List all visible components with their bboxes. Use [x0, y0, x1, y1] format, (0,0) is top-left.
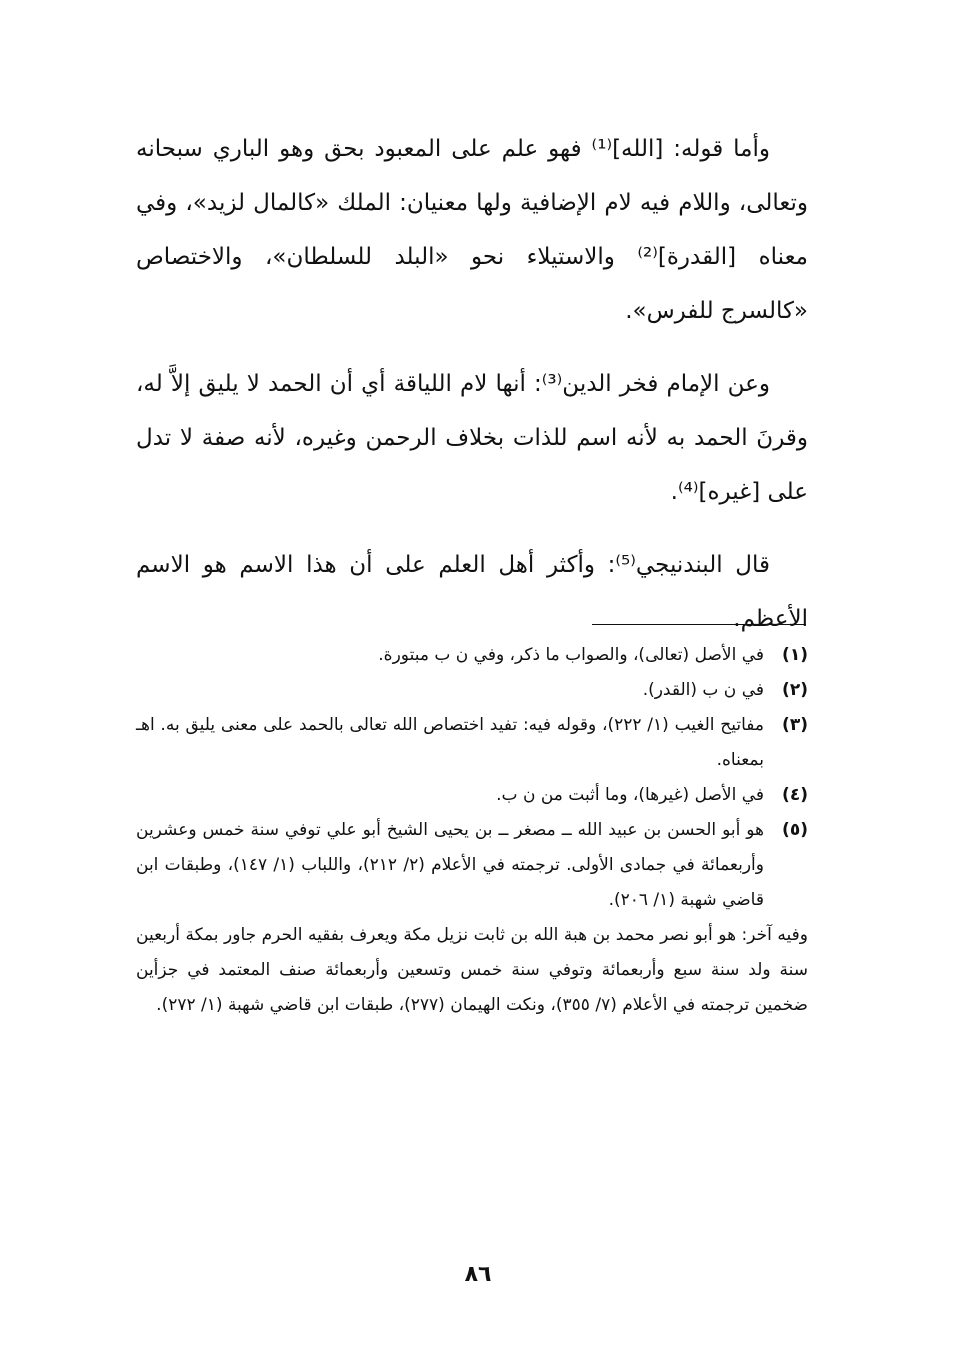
page-number: ٨٦ [464, 1262, 492, 1287]
main-text [136, 122, 808, 665]
footnote-4 [136, 778, 808, 813]
footnote-continuation: وفيه آخر: هو أبو نصر محمد بن هبة الله بن ثابت نزيل مكة ويعرف بفقيه الحرم جاور بمكة أربعين سنة ولد سنة سبع وأربعمائة وتوفي سنة خمس وتسعين وأربعمائة صنف المعتمد في جزأين ضخمين ترجمته في الأعلام (٧/ ٣٥٥)، ونكت الهيمان (٢٧٧)، طبقات ابن قاضي شهبة (١/ ٢٧٢). [136, 925, 808, 1015]
footnote-text: في الأصل (غيرها)، وما أثبت من ن ب. [496, 785, 764, 805]
footnote-number: (٥) [782, 820, 808, 840]
footnote-text: في ن ب (القدر). [642, 680, 764, 700]
footnotes [136, 638, 808, 1023]
footnote-separator [592, 624, 806, 625]
footnote-2 [136, 673, 808, 708]
paragraph-1: وأما قوله: [الله]⁽¹⁾ فهو علم على المعبود بحق وهو الباري سبحانه وتعالى، واللام فيه لام الإضافية ولها معنيان: الملك «كالمال لزيد»، وفي معناه [القدرة]⁽²⁾ والاستيلاء نحو «البلد للسلطان»، والاختصاص «كالسرج للفرس». [136, 136, 808, 324]
footnote-text: هو أبو الحسن بن عبيد الله ــ مصغر ــ بن يحيى الشيخ أبو علي توفي سنة خمس وعشرين وأربعمائة في جمادى الأولى. ترجمته في الأعلام (٢/ ٢١٢)، واللباب (١/ ١٤٧)، وطبقات ابن قاضي شهبة (١/ ٢٠٦). [136, 820, 764, 910]
footnote-number: (٤) [782, 785, 808, 805]
footnote-text: مفاتيح الغيب (١/ ٢٢٢)، وقوله فيه: تفيد اختصاص الله تعالى بالحمد على معنى يليق به. اهـ بمعناه. [136, 715, 764, 770]
footnote-1 [136, 638, 808, 673]
footnote-3 [136, 708, 808, 778]
footnote-5 [136, 813, 808, 918]
footnote-number: (٢) [782, 680, 808, 700]
footnote-number: (٣) [782, 715, 808, 735]
paragraph-2: وعن الإمام فخر الدين⁽³⁾: أنها لام اللياقة أي أن الحمد لا يليق إلاَّ له، وقرنَ الحمد به لأنه اسم للذات بخلاف الرحمن وغيره، لأنه صفة لا تدل على [غيره]⁽⁴⁾. [136, 371, 808, 505]
footnote-number: (١) [782, 645, 808, 665]
paragraph-3: قال البندنيجي⁽⁵⁾: وأكثر أهل العلم على أن هذا الاسم هو الاسم الأعظم. [136, 552, 808, 632]
footnote-text: في الأصل (تعالى)، والصواب ما ذكر، وفي ن ب مبتورة. [378, 645, 764, 665]
